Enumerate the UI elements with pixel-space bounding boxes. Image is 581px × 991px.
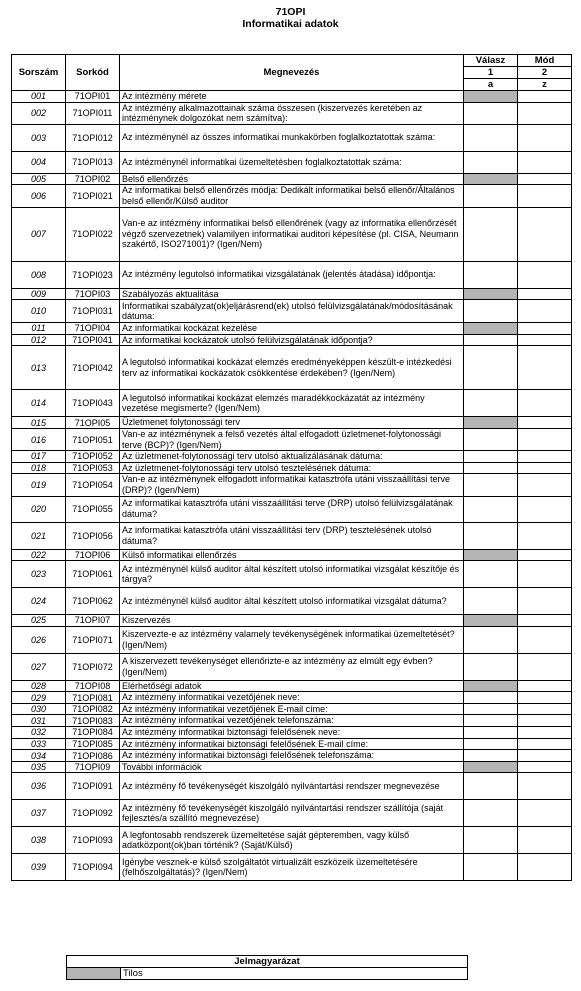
answer-cell-disabled	[464, 91, 518, 103]
row-number: 033	[12, 738, 66, 750]
row-code: 71OPI023	[66, 261, 120, 288]
row-number: 011	[12, 323, 66, 335]
mode-cell[interactable]	[518, 91, 572, 103]
mode-cell[interactable]	[518, 626, 572, 653]
answer-cell-disabled	[464, 417, 518, 429]
mode-cell[interactable]	[518, 761, 572, 773]
row-code: 71OPI055	[66, 496, 120, 522]
row-description: Az intézménynél külső auditor által készített utolsó informatikai vizsgálat készítője és tárgya?	[120, 561, 464, 588]
table-row	[12, 300, 572, 323]
row-description: Az intézmény legutolsó informatikai vizsgálatának (jelentés átadása) időpontja:	[120, 261, 464, 288]
table-row	[12, 561, 572, 588]
mode-cell[interactable]	[518, 261, 572, 288]
row-number: 018	[12, 462, 66, 474]
answer-cell[interactable]	[464, 692, 518, 704]
table-row	[12, 854, 572, 881]
table-row	[12, 727, 572, 739]
mode-cell[interactable]	[518, 615, 572, 627]
mode-cell[interactable]	[518, 750, 572, 762]
answer-cell[interactable]	[464, 588, 518, 615]
row-description: Az informatikai katasztrófa utáni visszaállítási terve (DRP) utolsó felülvizsgálatának dátuma?	[120, 496, 464, 522]
mode-cell[interactable]	[518, 207, 572, 261]
row-code: 71OPI02	[66, 173, 120, 185]
table-row	[12, 346, 572, 390]
answer-cell[interactable]	[464, 474, 518, 496]
answer-cell[interactable]	[464, 346, 518, 390]
row-number: 009	[12, 288, 66, 300]
row-description: A kiszervezett tevékenységet ellenőrizte-e az intézmény az elmúlt egy évben? (Igen/Nem)	[120, 653, 464, 680]
table-row	[12, 703, 572, 715]
answer-cell[interactable]	[464, 561, 518, 588]
answer-cell-disabled	[464, 680, 518, 692]
table-body	[12, 91, 572, 881]
row-description: Az intézménynél informatikai üzemeltetésben foglalkoztatottak száma:	[120, 151, 464, 173]
row-description: Az intézmény fő tevékenységét kiszolgáló nyilvántartási rendszer megnevezése	[120, 773, 464, 800]
mode-cell[interactable]	[518, 715, 572, 727]
row-description: Kiszervezés	[120, 615, 464, 627]
answer-cell[interactable]	[464, 151, 518, 173]
answer-cell[interactable]	[464, 390, 518, 417]
mode-cell[interactable]	[518, 800, 572, 827]
row-description: Belső ellenőrzés	[120, 173, 464, 185]
mode-cell[interactable]	[518, 102, 572, 124]
mode-cell[interactable]	[518, 300, 572, 323]
row-code: 71OPI07	[66, 615, 120, 627]
table-row	[12, 185, 572, 207]
section-row	[12, 91, 572, 103]
table-row	[12, 738, 572, 750]
row-number: 015	[12, 417, 66, 429]
row-number: 021	[12, 522, 66, 549]
row-code: 71OPI094	[66, 854, 120, 881]
row-code: 71OPI011	[66, 102, 120, 124]
row-description: Van-e az intézménynek a felső vezetés által elfogadott üzletmenet-folytonossági terve (BCP)? (Igen/Nem)	[120, 428, 464, 450]
row-description: További információk	[120, 761, 464, 773]
row-number: 034	[12, 750, 66, 762]
mode-cell[interactable]	[518, 474, 572, 496]
table-row	[12, 451, 572, 463]
row-code: 71OPI051	[66, 428, 120, 450]
section-row	[12, 417, 572, 429]
row-description: Az üzletmenet-folytonossági terv utolsó tesztelésének dátuma:	[120, 462, 464, 474]
row-code: 71OPI084	[66, 727, 120, 739]
section-row	[12, 615, 572, 627]
row-description: Informatikai szabályzat(ok)eljárásrend(ek) utolsó felülvizsgálatának/módosításának dátuma:	[120, 300, 464, 323]
row-code: 71OPI09	[66, 761, 120, 773]
row-number: 008	[12, 261, 66, 288]
row-description: Az intézmény fő tevékenységét kiszolgáló nyilvántartási rendszer szállítója (saját fejlesztés/a szállító megnevezése)	[120, 800, 464, 827]
row-code: 71OPI092	[66, 800, 120, 827]
row-description: Az intézmény informatikai vezetőjének E-mail címe:	[120, 703, 464, 715]
row-code: 71OPI041	[66, 334, 120, 346]
row-code: 71OPI06	[66, 549, 120, 561]
table-row	[12, 800, 572, 827]
row-code: 71OPI043	[66, 390, 120, 417]
answer-cell[interactable]	[464, 827, 518, 854]
answer-cell[interactable]	[464, 738, 518, 750]
row-code: 71OPI08	[66, 680, 120, 692]
row-code: 71OPI086	[66, 750, 120, 762]
row-code: 71OPI082	[66, 703, 120, 715]
answer-cell[interactable]	[464, 300, 518, 323]
mode-cell[interactable]	[518, 173, 572, 185]
row-description: Az informatikai kockázat kezelése	[120, 323, 464, 335]
row-code: 71OPI083	[66, 715, 120, 727]
row-code: 71OPI031	[66, 300, 120, 323]
row-code: 71OPI022	[66, 207, 120, 261]
row-code: 71OPI021	[66, 185, 120, 207]
row-number: 020	[12, 496, 66, 522]
table-row	[12, 773, 572, 800]
page-title	[0, 6, 581, 30]
answer-cell-disabled	[464, 549, 518, 561]
mode-cell[interactable]	[518, 334, 572, 346]
row-number: 025	[12, 615, 66, 627]
header-valasz: Válasz	[464, 55, 518, 67]
row-number: 001	[12, 91, 66, 103]
answer-cell-disabled	[464, 288, 518, 300]
row-description: Az intézmény informatikai biztonsági felelősének telefonszáma:	[120, 750, 464, 762]
row-number: 004	[12, 151, 66, 173]
mode-cell[interactable]	[518, 561, 572, 588]
row-number: 036	[12, 773, 66, 800]
row-number: 005	[12, 173, 66, 185]
row-code: 71OPI03	[66, 288, 120, 300]
table-row	[12, 522, 572, 549]
row-code: 71OPI061	[66, 561, 120, 588]
row-description: Az informatikai katasztrófa utáni visszaállítási terv (DRP) tesztelésének utolsó dátuma?	[120, 522, 464, 549]
table-row	[12, 428, 572, 450]
answer-cell[interactable]	[464, 727, 518, 739]
row-code: 71OPI04	[66, 323, 120, 335]
section-row	[12, 288, 572, 300]
table-row	[12, 474, 572, 496]
mode-cell[interactable]	[518, 151, 572, 173]
mode-cell[interactable]	[518, 323, 572, 335]
table-row	[12, 715, 572, 727]
table-row	[12, 588, 572, 615]
table-row	[12, 692, 572, 704]
row-code: 71OPI052	[66, 451, 120, 463]
answer-cell[interactable]	[464, 496, 518, 522]
table-row	[12, 124, 572, 151]
form-code: 71OPI	[275, 6, 306, 18]
table-row	[12, 750, 572, 762]
form-title: Informatikai adatok	[242, 18, 339, 30]
row-description: Van-e az intézménynek elfogadott informatikai katasztrófa utáni visszaállítási terve (DRP)? (Igen/Nem)	[120, 474, 464, 496]
answer-cell[interactable]	[464, 261, 518, 288]
section-row	[12, 680, 572, 692]
mode-cell[interactable]	[518, 462, 572, 474]
table-row	[12, 207, 572, 261]
row-description: Az intézmény mérete	[120, 91, 464, 103]
answer-cell[interactable]	[464, 800, 518, 827]
table-header	[12, 55, 572, 91]
section-row	[12, 549, 572, 561]
answer-cell-disabled	[464, 173, 518, 185]
mode-cell[interactable]	[518, 692, 572, 704]
mode-cell[interactable]	[518, 124, 572, 151]
row-code: 71OPI071	[66, 626, 120, 653]
answer-cell[interactable]	[464, 451, 518, 463]
mode-cell[interactable]	[518, 428, 572, 450]
row-description: Az intézmény informatikai vezetőjének neve:	[120, 692, 464, 704]
row-number: 017	[12, 451, 66, 463]
legend-title: Jelmagyarázat	[67, 956, 468, 968]
mode-cell[interactable]	[518, 185, 572, 207]
row-description: Elérhetőségi adatok	[120, 680, 464, 692]
answer-cell-disabled	[464, 761, 518, 773]
row-number: 002	[12, 102, 66, 124]
row-code: 71OPI01	[66, 91, 120, 103]
mode-cell[interactable]	[518, 703, 572, 715]
answer-cell[interactable]	[464, 653, 518, 680]
row-description: Üzletmenet folytonossági terv	[120, 417, 464, 429]
mode-cell[interactable]	[518, 727, 572, 739]
row-number: 012	[12, 334, 66, 346]
row-code: 71OPI012	[66, 124, 120, 151]
row-code: 71OPI053	[66, 462, 120, 474]
header-mod-num: 2	[518, 67, 572, 79]
answer-cell[interactable]	[464, 703, 518, 715]
row-code: 71OPI085	[66, 738, 120, 750]
row-description: Szabályozás aktualitása	[120, 288, 464, 300]
answer-cell[interactable]	[464, 854, 518, 881]
table-row	[12, 390, 572, 417]
answer-cell[interactable]	[464, 102, 518, 124]
mode-cell[interactable]	[518, 288, 572, 300]
legend-label: Tilos	[121, 968, 468, 980]
table-row	[12, 334, 572, 346]
row-description: Igénybe vesznek-e külső szolgáltatót virtualizált eszközeik üzemeltetésére (felhőszolgáltatás)? (Igen/Nem)	[120, 854, 464, 881]
row-number: 010	[12, 300, 66, 323]
row-number: 029	[12, 692, 66, 704]
row-number: 016	[12, 428, 66, 450]
row-description: Az intézménynél külső auditor által készített utolsó informatikai vizsgálat dátuma?	[120, 588, 464, 615]
row-description: Az intézmény informatikai biztonsági felelősének E-mail címe:	[120, 738, 464, 750]
row-description: Kiszervezte-e az intézmény valamely tevékenységének informatikai üzemeltetését? (Igen/Nem)	[120, 626, 464, 653]
data-table	[11, 54, 572, 881]
legend-table	[66, 955, 468, 980]
mode-cell[interactable]	[518, 588, 572, 615]
row-number: 030	[12, 703, 66, 715]
mode-cell[interactable]	[518, 522, 572, 549]
mode-cell[interactable]	[518, 773, 572, 800]
header-sorszam: Sorszám	[12, 55, 66, 91]
mode-cell[interactable]	[518, 827, 572, 854]
answer-cell[interactable]	[464, 626, 518, 653]
section-row	[12, 173, 572, 185]
answer-cell[interactable]	[464, 185, 518, 207]
row-number: 007	[12, 207, 66, 261]
mode-cell[interactable]	[518, 451, 572, 463]
answer-cell[interactable]	[464, 124, 518, 151]
mode-cell[interactable]	[518, 653, 572, 680]
answer-cell-disabled	[464, 323, 518, 335]
row-code: 71OPI072	[66, 653, 120, 680]
header-valasz-num: 1	[464, 67, 518, 79]
row-number: 026	[12, 626, 66, 653]
row-description: A legutolsó informatikai kockázat elemzés eredményeképpen készült-e intézkedési terv az informatikai kockázatok csökkentése érdekében? (Igen/Nem)	[120, 346, 464, 390]
legend-swatch	[67, 968, 121, 980]
row-code: 71OPI05	[66, 417, 120, 429]
row-code: 71OPI093	[66, 827, 120, 854]
table-row	[12, 496, 572, 522]
row-description: Az üzletmenet-folytonossági terv utolsó aktualizálásának dátuma:	[120, 451, 464, 463]
row-description: Az informatikai belső ellenőrzés módja: Dedikált informatikai belső ellenőr/Általános belső ellenőr/Külső auditor	[120, 185, 464, 207]
row-number: 027	[12, 653, 66, 680]
row-code: 71OPI054	[66, 474, 120, 496]
row-description: A legutolsó informatikai kockázat elemzés maradékkockázatát az intézmény vezetése megismerte? (Igen/Nem)	[120, 390, 464, 417]
answer-cell[interactable]	[464, 715, 518, 727]
row-number: 024	[12, 588, 66, 615]
header-mod-letter: z	[518, 79, 572, 91]
header-valasz-letter: a	[464, 79, 518, 91]
row-description: Van-e az intézmény informatikai belső ellenőrének (vagy az informatika ellenőrzését végző szervezetnek) valamilyen informatikai auditori képesítése (pl. CISA, Neumann szakértő, ISO271001)? (Igen/Nem)	[120, 207, 464, 261]
row-description: Az informatikai kockázatok utolsó felülvizsgálatának időpontja?	[120, 334, 464, 346]
row-number: 028	[12, 680, 66, 692]
answer-cell[interactable]	[464, 462, 518, 474]
row-number: 038	[12, 827, 66, 854]
row-number: 006	[12, 185, 66, 207]
answer-cell[interactable]	[464, 207, 518, 261]
row-code: 71OPI081	[66, 692, 120, 704]
mode-cell[interactable]	[518, 346, 572, 390]
table-row	[12, 261, 572, 288]
table-row	[12, 462, 572, 474]
row-number: 014	[12, 390, 66, 417]
answer-cell[interactable]	[464, 428, 518, 450]
mode-cell[interactable]	[518, 496, 572, 522]
answer-cell[interactable]	[464, 334, 518, 346]
row-description: Az intézmény informatikai biztonsági felelősének neve:	[120, 727, 464, 739]
table-row	[12, 827, 572, 854]
row-number: 032	[12, 727, 66, 739]
answer-cell[interactable]	[464, 773, 518, 800]
mode-cell[interactable]	[518, 680, 572, 692]
row-code: 71OPI042	[66, 346, 120, 390]
row-description: Külső informatikai ellenőrzés	[120, 549, 464, 561]
row-number: 022	[12, 549, 66, 561]
answer-cell-disabled	[464, 615, 518, 627]
answer-cell[interactable]	[464, 522, 518, 549]
row-number: 037	[12, 800, 66, 827]
table-row	[12, 102, 572, 124]
row-description: Az intézménynél az összes informatikai munkakörben foglalkoztatottak száma:	[120, 124, 464, 151]
header-sorkod: Sorkód	[66, 55, 120, 91]
mode-cell[interactable]	[518, 417, 572, 429]
row-description: Az intézmény informatikai vezetőjének telefonszáma:	[120, 715, 464, 727]
mode-cell[interactable]	[518, 854, 572, 881]
table-row	[12, 653, 572, 680]
mode-cell[interactable]	[518, 549, 572, 561]
section-row	[12, 323, 572, 335]
row-number: 035	[12, 761, 66, 773]
mode-cell[interactable]	[518, 390, 572, 417]
header-megnevezes: Megnevezés	[120, 55, 464, 91]
answer-cell[interactable]	[464, 750, 518, 762]
row-code: 71OPI062	[66, 588, 120, 615]
row-number: 039	[12, 854, 66, 881]
row-code: 71OPI091	[66, 773, 120, 800]
row-code: 71OPI013	[66, 151, 120, 173]
header-mod: Mód	[518, 55, 572, 67]
mode-cell[interactable]	[518, 738, 572, 750]
row-number: 013	[12, 346, 66, 390]
table-row	[12, 626, 572, 653]
row-number: 031	[12, 715, 66, 727]
section-row	[12, 761, 572, 773]
table-row	[12, 151, 572, 173]
row-number: 019	[12, 474, 66, 496]
row-number: 023	[12, 561, 66, 588]
row-description: Az intézmény alkalmazottainak száma összesen (kiszervezés keretében az intézménynek dolgozókat nem számítva):	[120, 102, 464, 124]
row-code: 71OPI056	[66, 522, 120, 549]
row-description: A legfontosabb rendszerek üzemeltetése saját gépteremben, vagy külső adatközpont(ok)ban történik? (Saját/Külső)	[120, 827, 464, 854]
row-number: 003	[12, 124, 66, 151]
